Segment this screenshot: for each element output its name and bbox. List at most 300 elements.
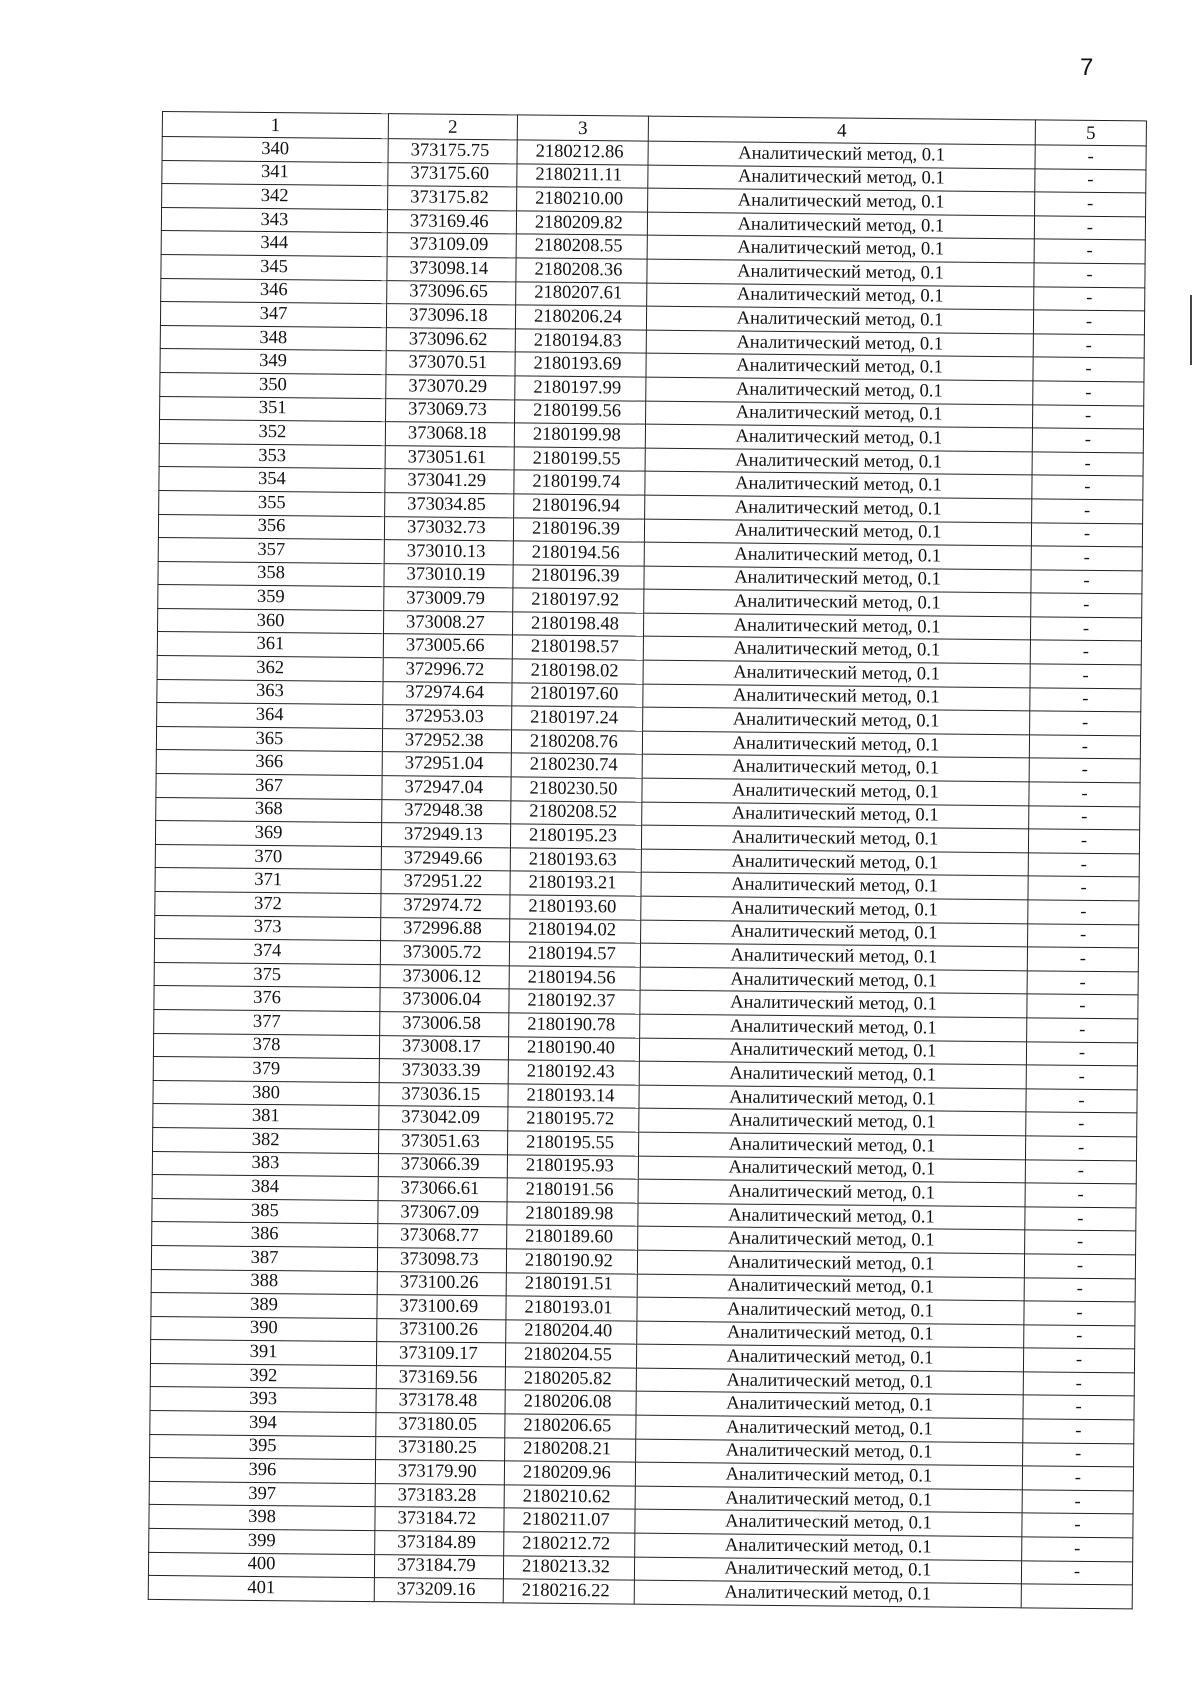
method-cell: Аналитический метод, 0.1: [643, 684, 1030, 711]
point-number-cell: 376: [154, 986, 380, 1012]
point-number-cell: 348: [160, 325, 386, 351]
note-cell: -: [1027, 947, 1138, 972]
note-cell: -: [1023, 1372, 1134, 1397]
point-number-cell: 400: [148, 1552, 374, 1578]
method-cell: Аналитический метод, 0.1: [640, 1014, 1027, 1041]
y-coordinate-cell: 2180198.48: [512, 612, 643, 637]
y-coordinate-cell: 2180212.86: [517, 140, 648, 165]
note-cell: -: [1025, 1136, 1136, 1161]
method-cell: Аналитический метод, 0.1: [645, 471, 1032, 498]
method-cell: Аналитический метод, 0.1: [638, 1226, 1025, 1253]
y-coordinate-cell: 2180199.55: [514, 447, 645, 472]
method-cell: Аналитический метод, 0.1: [636, 1392, 1023, 1419]
point-number-cell: 399: [149, 1528, 375, 1554]
note-cell: -: [1029, 758, 1140, 783]
x-coordinate-cell: 373051.63: [379, 1130, 508, 1155]
y-coordinate-cell: 2180208.52: [511, 801, 642, 826]
point-number-cell: 388: [151, 1269, 377, 1295]
note-cell: -: [1026, 1065, 1137, 1090]
point-number-cell: 341: [162, 160, 388, 186]
point-number-cell: 401: [148, 1576, 374, 1602]
y-coordinate-cell: 2180197.99: [515, 376, 646, 401]
x-coordinate-cell: 373180.05: [376, 1413, 505, 1438]
x-coordinate-cell: 373006.58: [380, 1012, 509, 1037]
y-coordinate-cell: 2180190.78: [509, 1013, 640, 1038]
note-cell: -: [1024, 1254, 1135, 1279]
point-number-cell: 358: [158, 561, 384, 587]
x-coordinate-cell: 373010.13: [384, 540, 513, 565]
method-cell: Аналитический метод, 0.1: [637, 1250, 1024, 1277]
y-coordinate-cell: 2180190.40: [508, 1036, 639, 1061]
method-cell: Аналитический метод, 0.1: [636, 1415, 1023, 1442]
point-number-cell: 380: [153, 1080, 379, 1106]
note-cell: -: [1028, 829, 1139, 854]
method-cell: Аналитический метод, 0.1: [636, 1439, 1023, 1466]
point-number-cell: 374: [154, 939, 380, 965]
note-cell: -: [1022, 1513, 1133, 1538]
x-coordinate-cell: 373008.17: [379, 1035, 508, 1060]
note-cell: -: [1033, 381, 1144, 406]
y-coordinate-cell: 2180212.72: [504, 1532, 635, 1557]
x-coordinate-cell: 372952.38: [382, 728, 511, 753]
header-col-3: 3: [517, 115, 648, 141]
point-number-cell: 366: [156, 750, 382, 776]
note-cell: -: [1032, 404, 1143, 429]
y-coordinate-cell: 2180213.32: [503, 1555, 634, 1580]
note-cell: -: [1034, 263, 1145, 288]
note-cell: -: [1024, 1325, 1135, 1350]
x-coordinate-cell: 373100.69: [377, 1295, 506, 1320]
x-coordinate-cell: 373180.25: [376, 1436, 505, 1461]
point-number-cell: 393: [150, 1387, 376, 1413]
note-cell: -: [1022, 1537, 1133, 1562]
y-coordinate-cell: 2180195.93: [507, 1154, 638, 1179]
y-coordinate-cell: 2180199.98: [514, 423, 645, 448]
note-cell: -: [1022, 1490, 1133, 1515]
note-cell: -: [1025, 1159, 1136, 1184]
y-coordinate-cell: 2180196.94: [514, 494, 645, 519]
point-number-cell: 351: [160, 396, 386, 422]
x-coordinate-cell: 373100.26: [377, 1271, 506, 1296]
point-number-cell: 392: [150, 1363, 376, 1389]
method-cell: Аналитический метод, 0.1: [642, 731, 1029, 758]
method-cell: Аналитический метод, 0.1: [643, 707, 1030, 734]
x-coordinate-cell: 373066.39: [378, 1153, 507, 1178]
point-number-cell: 378: [153, 1033, 379, 1059]
x-coordinate-cell: 373209.16: [374, 1578, 503, 1603]
note-cell: -: [1023, 1442, 1134, 1467]
method-cell: Аналитический метод, 0.1: [642, 802, 1029, 829]
y-coordinate-cell: 2180211.11: [517, 164, 648, 189]
point-number-cell: 381: [153, 1104, 379, 1130]
note-cell: -: [1022, 1466, 1133, 1491]
x-coordinate-cell: 373184.79: [374, 1554, 503, 1579]
page-number: 7: [1080, 54, 1094, 81]
method-cell: Аналитический метод, 0.1: [646, 354, 1033, 381]
point-number-cell: 347: [160, 302, 386, 328]
note-cell: -: [1031, 522, 1142, 547]
method-cell: Аналитический метод, 0.1: [643, 637, 1030, 664]
point-number-cell: 342: [162, 184, 388, 210]
point-number-cell: 343: [161, 207, 387, 233]
method-cell: Аналитический метод, 0.1: [644, 566, 1031, 593]
method-cell: Аналитический метод, 0.1: [645, 424, 1032, 451]
y-coordinate-cell: 2180198.02: [512, 659, 643, 684]
point-number-cell: 346: [161, 278, 387, 304]
header-col-4: 4: [648, 116, 1035, 145]
x-coordinate-cell: 373006.12: [380, 964, 509, 989]
x-coordinate-cell: 373042.09: [379, 1106, 508, 1131]
method-cell: Аналитический метод, 0.1: [642, 755, 1029, 782]
method-cell: Аналитический метод, 0.1: [644, 519, 1031, 546]
y-coordinate-cell: 2180208.76: [511, 730, 642, 755]
y-coordinate-cell: 2180209.96: [504, 1461, 635, 1486]
method-cell: Аналитический метод, 0.1: [636, 1344, 1023, 1371]
point-number-cell: 382: [153, 1127, 379, 1153]
x-coordinate-cell: 373041.29: [385, 469, 514, 494]
y-coordinate-cell: 2180206.24: [515, 305, 646, 330]
note-cell: -: [1031, 546, 1142, 571]
note-cell: -: [1033, 310, 1144, 335]
method-cell: Аналитический метод, 0.1: [639, 1085, 1026, 1112]
point-number-cell: 383: [152, 1151, 378, 1177]
y-coordinate-cell: 2180208.55: [516, 234, 647, 259]
x-coordinate-cell: 373109.09: [387, 233, 516, 258]
method-cell: Аналитический метод, 0.1: [646, 330, 1033, 357]
x-coordinate-cell: 372996.88: [381, 917, 510, 942]
method-cell: Аналитический метод, 0.1: [635, 1510, 1022, 1537]
y-coordinate-cell: 2180189.60: [507, 1225, 638, 1250]
y-coordinate-cell: 2180196.39: [513, 517, 644, 542]
note-cell: -: [1029, 805, 1140, 830]
note-cell: -: [1026, 1112, 1137, 1137]
x-coordinate-cell: 373005.72: [380, 941, 509, 966]
x-coordinate-cell: 373100.26: [377, 1318, 506, 1343]
note-cell: -: [1028, 923, 1139, 948]
point-number-cell: 387: [151, 1245, 377, 1271]
point-number-cell: 363: [157, 679, 383, 705]
note-cell: -: [1028, 876, 1139, 901]
method-cell: Аналитический метод, 0.1: [636, 1368, 1023, 1395]
x-coordinate-cell: 373070.29: [386, 375, 515, 400]
point-number-cell: 349: [160, 349, 386, 375]
note-cell: -: [1028, 900, 1139, 925]
point-number-cell: 397: [149, 1481, 375, 1507]
x-coordinate-cell: 372974.72: [381, 894, 510, 919]
method-cell: Аналитический метод, 0.1: [646, 401, 1033, 428]
y-coordinate-cell: 2180208.21: [505, 1438, 636, 1463]
note-cell: -: [1030, 664, 1141, 689]
x-coordinate-cell: 373006.04: [380, 988, 509, 1013]
method-cell: Аналитический метод, 0.1: [646, 377, 1033, 404]
y-coordinate-cell: 2180193.69: [515, 352, 646, 377]
point-number-cell: 391: [150, 1340, 376, 1366]
method-cell: Аналитический метод, 0.1: [638, 1179, 1025, 1206]
method-cell: Аналитический метод, 0.1: [639, 1108, 1026, 1135]
x-coordinate-cell: 373169.56: [376, 1365, 505, 1390]
y-coordinate-cell: 2180192.43: [508, 1060, 639, 1085]
note-cell: -: [1035, 192, 1146, 217]
note-cell: -: [1026, 1041, 1137, 1066]
note-cell: -: [1032, 475, 1143, 500]
point-number-cell: 395: [150, 1434, 376, 1460]
x-coordinate-cell: 372951.22: [381, 870, 510, 895]
method-cell: Аналитический метод, 0.1: [648, 165, 1035, 192]
note-cell: -: [1033, 357, 1144, 382]
method-cell: Аналитический метод, 0.1: [640, 991, 1027, 1018]
x-coordinate-cell: 372947.04: [382, 776, 511, 801]
y-coordinate-cell: 2180210.62: [504, 1485, 635, 1510]
y-coordinate-cell: 2180204.55: [505, 1343, 636, 1368]
y-coordinate-cell: 2180194.02: [510, 918, 641, 943]
x-coordinate-cell: 373067.09: [378, 1200, 507, 1225]
note-cell: -: [1021, 1560, 1132, 1585]
point-number-cell: 364: [157, 703, 383, 729]
x-coordinate-cell: 373036.15: [379, 1082, 508, 1107]
method-cell: Аналитический метод, 0.1: [642, 778, 1029, 805]
y-coordinate-cell: 2180199.74: [514, 470, 645, 495]
method-cell: Аналитический метод, 0.1: [637, 1274, 1024, 1301]
method-cell: Аналитический метод, 0.1: [647, 283, 1034, 310]
note-cell: -: [1032, 452, 1143, 477]
point-number-cell: 359: [158, 585, 384, 611]
y-coordinate-cell: 2180193.63: [510, 848, 641, 873]
x-coordinate-cell: 373096.65: [387, 280, 516, 305]
coordinates-table: [148, 111, 1147, 1609]
x-coordinate-cell: 372996.72: [383, 658, 512, 683]
header-col-1: 1: [162, 112, 388, 139]
y-coordinate-cell: 2180195.72: [508, 1107, 639, 1132]
point-number-cell: 354: [159, 467, 385, 493]
point-number-cell: 396: [149, 1458, 375, 1484]
method-cell: Аналитический метод, 0.1: [641, 849, 1028, 876]
y-coordinate-cell: 2180190.92: [506, 1249, 637, 1274]
point-number-cell: 394: [150, 1411, 376, 1437]
note-cell: -: [1023, 1348, 1134, 1373]
note-cell: -: [1035, 145, 1146, 170]
y-coordinate-cell: 2180204.40: [506, 1320, 637, 1345]
coordinates-table-sheet: [148, 111, 1146, 1609]
method-cell: Аналитический метод, 0.1: [634, 1580, 1021, 1607]
x-coordinate-cell: 373175.60: [388, 162, 517, 187]
note-cell: [1021, 1584, 1132, 1609]
note-cell: -: [1025, 1207, 1136, 1232]
y-coordinate-cell: 2180206.08: [505, 1390, 636, 1415]
note-cell: -: [1030, 711, 1141, 736]
y-coordinate-cell: 2180210.00: [517, 187, 648, 212]
y-coordinate-cell: 2180193.60: [510, 895, 641, 920]
y-coordinate-cell: 2180206.65: [505, 1414, 636, 1439]
method-cell: Аналитический метод, 0.1: [638, 1132, 1025, 1159]
note-cell: -: [1025, 1183, 1136, 1208]
point-number-cell: 356: [158, 514, 384, 540]
table-body: [148, 137, 1146, 1609]
y-coordinate-cell: 2180195.23: [510, 824, 641, 849]
note-cell: -: [1029, 782, 1140, 807]
point-number-cell: 379: [153, 1057, 379, 1083]
y-coordinate-cell: 2180209.82: [516, 211, 647, 236]
point-number-cell: 340: [162, 137, 388, 163]
method-cell: Аналитический метод, 0.1: [645, 448, 1032, 475]
x-coordinate-cell: 373096.18: [386, 304, 515, 329]
x-coordinate-cell: 373051.61: [385, 445, 514, 470]
method-cell: Аналитический метод, 0.1: [647, 259, 1034, 286]
point-number-cell: 362: [157, 656, 383, 682]
x-coordinate-cell: 373179.90: [375, 1460, 504, 1485]
y-coordinate-cell: 2180192.37: [509, 989, 640, 1014]
y-coordinate-cell: 2180199.56: [515, 399, 646, 424]
method-cell: Аналитический метод, 0.1: [639, 1061, 1026, 1088]
x-coordinate-cell: 373169.46: [387, 209, 516, 234]
point-number-cell: 390: [151, 1316, 377, 1342]
method-cell: Аналитический метод, 0.1: [641, 920, 1028, 947]
x-coordinate-cell: 373183.28: [375, 1483, 504, 1508]
y-coordinate-cell: 2180194.56: [513, 541, 644, 566]
note-cell: -: [1024, 1277, 1135, 1302]
x-coordinate-cell: 373068.18: [385, 422, 514, 447]
method-cell: Аналитический метод, 0.1: [639, 1038, 1026, 1065]
x-coordinate-cell: 372948.38: [382, 799, 511, 824]
x-coordinate-cell: 373109.17: [376, 1342, 505, 1367]
x-coordinate-cell: 373008.27: [383, 611, 512, 636]
x-coordinate-cell: 372949.13: [381, 823, 510, 848]
y-coordinate-cell: 2180230.50: [511, 777, 642, 802]
y-coordinate-cell: 2180205.82: [505, 1367, 636, 1392]
note-cell: -: [1030, 688, 1141, 713]
method-cell: Аналитический метод, 0.1: [635, 1486, 1022, 1513]
point-number-cell: 361: [157, 632, 383, 658]
method-cell: Аналитический метод, 0.1: [637, 1321, 1024, 1348]
x-coordinate-cell: 373098.14: [387, 257, 516, 282]
point-number-cell: 350: [160, 372, 386, 398]
point-number-cell: 384: [152, 1175, 378, 1201]
method-cell: Аналитический метод, 0.1: [638, 1203, 1025, 1230]
method-cell: Аналитический метод, 0.1: [635, 1462, 1022, 1489]
method-cell: Аналитический метод, 0.1: [641, 896, 1028, 923]
point-number-cell: 367: [156, 774, 382, 800]
x-coordinate-cell: 372949.66: [381, 846, 510, 871]
x-coordinate-cell: 373184.89: [375, 1531, 504, 1556]
y-coordinate-cell: 2180197.24: [512, 706, 643, 731]
method-cell: Аналитический метод, 0.1: [644, 589, 1031, 616]
point-number-cell: 360: [157, 608, 383, 634]
point-number-cell: 377: [154, 1009, 380, 1035]
x-coordinate-cell: 373175.75: [388, 139, 517, 164]
note-cell: -: [1031, 570, 1142, 595]
method-cell: Аналитический метод, 0.1: [640, 943, 1027, 970]
x-coordinate-cell: 373068.77: [378, 1224, 507, 1249]
y-coordinate-cell: 2180230.74: [511, 753, 642, 778]
x-coordinate-cell: 373033.39: [379, 1059, 508, 1084]
note-cell: -: [1025, 1230, 1136, 1255]
y-coordinate-cell: 2180198.57: [512, 635, 643, 660]
y-coordinate-cell: 2180195.55: [508, 1131, 639, 1156]
y-coordinate-cell: 2180194.57: [509, 942, 640, 967]
point-number-cell: 355: [159, 490, 385, 516]
point-number-cell: 371: [155, 868, 381, 894]
note-cell: -: [1027, 994, 1138, 1019]
y-coordinate-cell: 2180189.98: [507, 1202, 638, 1227]
x-coordinate-cell: 373184.72: [375, 1507, 504, 1532]
y-coordinate-cell: 2180194.56: [509, 966, 640, 991]
method-cell: Аналитический метод, 0.1: [646, 306, 1033, 333]
scan-edge-mark: [1190, 295, 1192, 365]
note-cell: -: [1027, 971, 1138, 996]
y-coordinate-cell: 2180191.51: [506, 1272, 637, 1297]
method-cell: Аналитический метод, 0.1: [640, 967, 1027, 994]
note-cell: -: [1028, 853, 1139, 878]
note-cell: -: [1026, 1089, 1137, 1114]
point-number-cell: 398: [149, 1505, 375, 1531]
method-cell: Аналитический метод, 0.1: [643, 660, 1030, 687]
y-coordinate-cell: 2180208.36: [516, 258, 647, 283]
method-cell: Аналитический метод, 0.1: [647, 212, 1034, 239]
note-cell: -: [1027, 1018, 1138, 1043]
x-coordinate-cell: 372974.64: [383, 681, 512, 706]
x-coordinate-cell: 373096.62: [386, 327, 515, 352]
method-cell: Аналитический метод, 0.1: [643, 613, 1030, 640]
note-cell: -: [1030, 640, 1141, 665]
x-coordinate-cell: 373005.66: [383, 634, 512, 659]
note-cell: -: [1032, 428, 1143, 453]
note-cell: -: [1033, 334, 1144, 359]
x-coordinate-cell: 373175.82: [388, 186, 517, 211]
note-cell: -: [1031, 593, 1142, 618]
header-col-2: 2: [388, 114, 517, 140]
method-cell: Аналитический метод, 0.1: [638, 1156, 1025, 1183]
note-cell: -: [1023, 1419, 1134, 1444]
method-cell: Аналитический метод, 0.1: [641, 873, 1028, 900]
x-coordinate-cell: 373066.61: [378, 1177, 507, 1202]
y-coordinate-cell: 2180193.14: [508, 1084, 639, 1109]
y-coordinate-cell: 2180193.01: [506, 1296, 637, 1321]
note-cell: -: [1024, 1301, 1135, 1326]
note-cell: -: [1034, 239, 1145, 264]
x-coordinate-cell: 373098.73: [377, 1248, 506, 1273]
point-number-cell: 372: [155, 891, 381, 917]
note-cell: -: [1034, 216, 1145, 241]
point-number-cell: 370: [155, 844, 381, 870]
x-coordinate-cell: 373009.79: [384, 587, 513, 612]
point-number-cell: 389: [151, 1293, 377, 1319]
y-coordinate-cell: 2180196.39: [513, 565, 644, 590]
method-cell: Аналитический метод, 0.1: [634, 1557, 1021, 1584]
x-coordinate-cell: 373069.73: [386, 398, 515, 423]
point-number-cell: 369: [155, 821, 381, 847]
method-cell: Аналитический метод, 0.1: [635, 1533, 1022, 1560]
y-coordinate-cell: 2180193.21: [510, 871, 641, 896]
note-cell: -: [1029, 735, 1140, 760]
point-number-cell: 365: [156, 726, 382, 752]
y-coordinate-cell: 2180211.07: [504, 1508, 635, 1533]
y-coordinate-cell: 2180191.56: [507, 1178, 638, 1203]
method-cell: Аналитический метод, 0.1: [647, 236, 1034, 263]
y-coordinate-cell: 2180216.22: [503, 1579, 634, 1604]
x-coordinate-cell: 373070.51: [386, 351, 515, 376]
method-cell: Аналитический метод, 0.1: [644, 542, 1031, 569]
x-coordinate-cell: 373034.85: [385, 493, 514, 518]
x-coordinate-cell: 373010.19: [384, 563, 513, 588]
point-number-cell: 386: [152, 1222, 378, 1248]
note-cell: -: [1030, 617, 1141, 642]
y-coordinate-cell: 2180207.61: [516, 281, 647, 306]
y-coordinate-cell: 2180194.83: [515, 329, 646, 354]
point-number-cell: 353: [159, 443, 385, 469]
y-coordinate-cell: 2180197.60: [512, 683, 643, 708]
method-cell: Аналитический метод, 0.1: [637, 1297, 1024, 1324]
note-cell: -: [1034, 286, 1145, 311]
point-number-cell: 357: [158, 538, 384, 564]
